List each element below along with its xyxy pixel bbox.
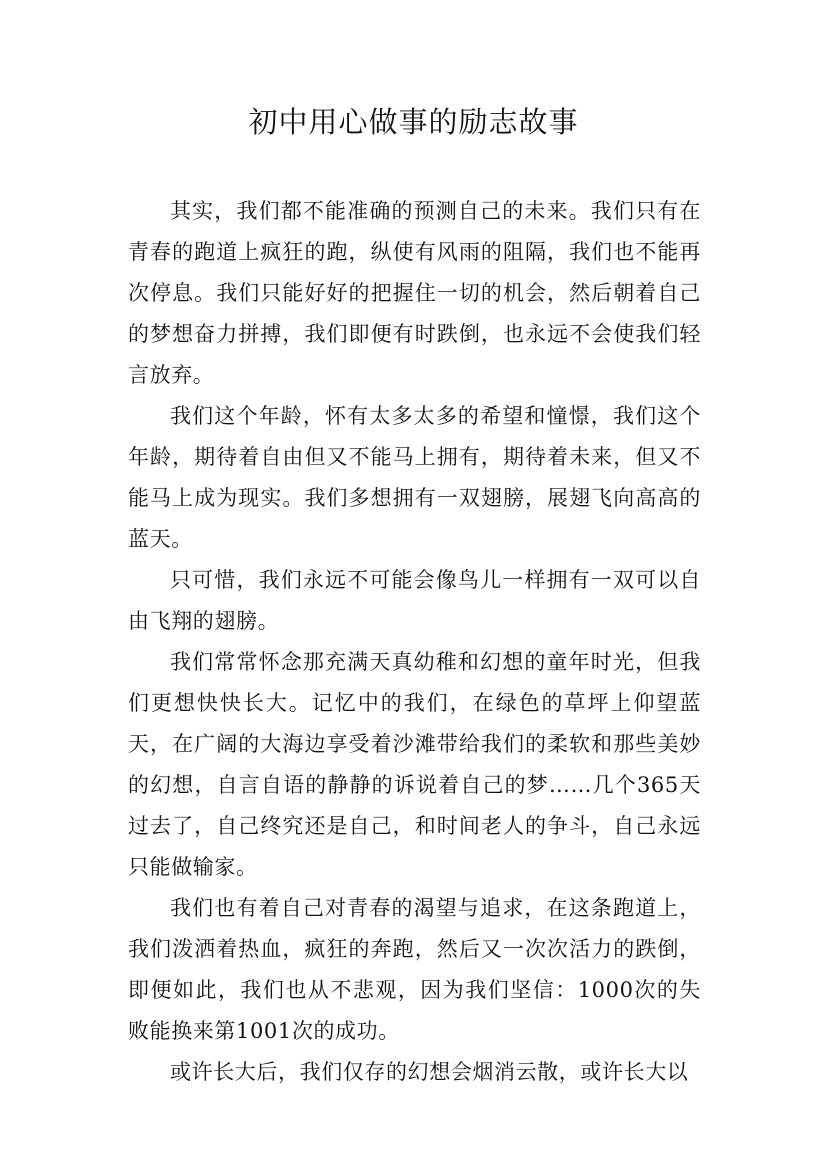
paragraph: 只可惜，我们永远不可能会像鸟儿一样拥有一双可以自由飞翔的翅膀。 [128,568,701,633]
paragraph: 我们常常怀念那充满天真幼稚和幻想的童年时光，但我们更想快快长大。记忆中的我们，在绿色的草坪上仰望蓝天，在广阔的大海边享受着沙滩带给我们的柔软和那些美妙的幻想，自言自语的静静的诉说着自己的梦……几个365天过去了，自己终究还是自己，和时间老人的争斗，自己永远只能做输家。 [128,650,701,879]
paragraph: 我们也有着自己对青春的渴望与追求，在这条跑道上，我们泼洒着热血，疯狂的奔跑，然后又一次次活力的跌倒，即便如此，我们也从不悲观，因为我们坚信：1000次的失败能换来第1001次的成功。 [128,896,701,1043]
paragraph: 其实，我们都不能准确的预测自己的未来。我们只有在青春的跑道上疯狂的跑，纵使有风雨的阻隔，我们也不能再次停息。我们只能好好的把握住一切的机会，然后朝着自己的梦想奋力拼搏，我们即便有时跌倒，也永远不会使我们轻言放弃。 [128,199,701,387]
paragraph: 我们这个年龄，怀有太多太多的希望和憧憬，我们这个年龄，期待着自由但又不能马上拥有，期待着未来，但又不能马上成为现实。我们多想拥有一双翅膀，展翅飞向高高的蓝天。 [128,404,701,551]
document-body [128,191,701,1093]
document-title: 初中用心做事的励志故事 [248,105,579,139]
paragraph: 或许长大后，我们仅存的幻想会烟消云散，或许长大以 [170,1060,689,1084]
